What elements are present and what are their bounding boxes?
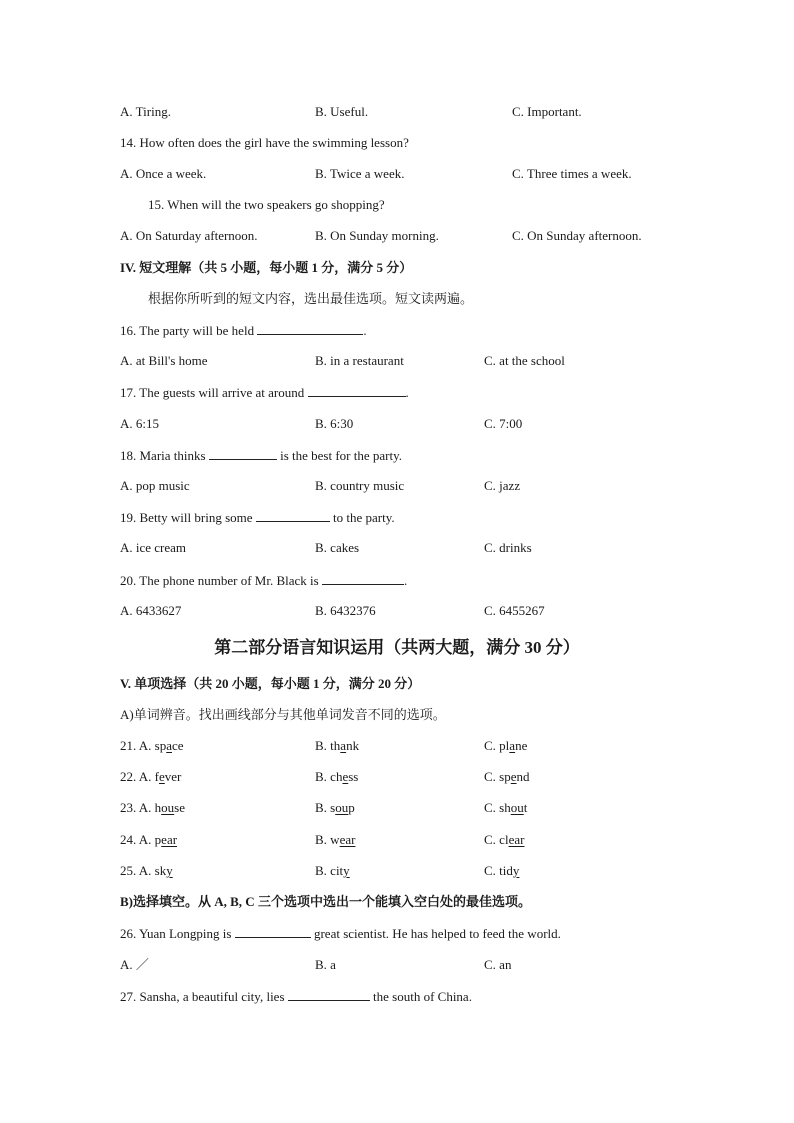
q22-option-c: C. spend <box>484 769 530 784</box>
q16-end: . <box>363 323 367 338</box>
q18-option-c: C. jazz <box>484 478 521 493</box>
q16-option-a: A. at Bill's home <box>120 353 208 368</box>
q26-option-c: C. an <box>484 957 512 972</box>
q20-option-a: A. 6433627 <box>120 603 182 618</box>
answer-blank <box>322 572 404 585</box>
q16-option-c: C. at the school <box>484 353 565 368</box>
q20-stem <box>120 572 407 589</box>
q26-stem <box>120 925 561 942</box>
q18-end: is the best for the party. <box>280 448 402 463</box>
section-4-heading: IV. 短文理解（共 5 小题，每小题 1 分，满分 5 分） <box>120 260 413 275</box>
q25-option-a: 25. A. sky <box>120 863 173 878</box>
q19-text: 19. Betty will bring some <box>120 510 253 525</box>
answer-blank <box>209 447 277 460</box>
q26-option-b: B. a <box>315 957 336 972</box>
section-5-sub-b: B)选择填空。从 A, B, C 三个选项中选出一个能填入空白处的最佳选项。 <box>120 894 531 909</box>
q22-option-a: 22. A. fever <box>120 769 182 784</box>
underlined-letters: y <box>166 863 173 878</box>
underlined-letters: y <box>512 863 520 878</box>
underlined-letters: ear <box>339 832 356 847</box>
q19-stem <box>120 509 395 526</box>
q20-text: 20. The phone number of Mr. Black is <box>120 573 319 588</box>
underlined-letters: a <box>340 738 347 753</box>
q23-option-c: C. shout <box>484 800 528 815</box>
underlined-letters: a <box>166 738 173 753</box>
q26-text: 26. Yuan Longping is <box>120 926 232 941</box>
q23-option-a: 23. A. house <box>120 800 186 815</box>
q18-text: 18. Maria thinks <box>120 448 206 463</box>
q20-option-b: B. 6432376 <box>315 603 376 618</box>
q17-option-b: B. 6:30 <box>315 416 354 431</box>
q24-option-c: C. clear <box>484 832 525 847</box>
section-4-instruction: 根据你所听到的短文内容，选出最佳选项。短文读两遍。 <box>148 291 474 306</box>
q19-end: to the party. <box>333 510 395 525</box>
underlined-letters: a <box>509 738 516 753</box>
q17-option-c: C. 7:00 <box>484 416 523 431</box>
q24-option-b: B. wear <box>315 832 356 847</box>
underlined-letters: e <box>159 769 165 784</box>
q23-option-b: B. soup <box>315 800 355 815</box>
q18-option-b: B. country music <box>315 478 405 493</box>
section-5-sub-a: A)单词辨音。找出画线部分与其他单词发音不同的选项。 <box>120 707 446 722</box>
q13-option-a: A. Tiring. <box>120 104 171 119</box>
q15-stem: 15. When will the two speakers go shopping? <box>148 197 385 212</box>
q17-option-a: A. 6:15 <box>120 416 159 431</box>
underlined-letters: ou <box>335 800 349 815</box>
q18-stem <box>120 447 402 464</box>
q27-stem <box>120 988 472 1005</box>
q25-option-c: C. tidy <box>484 863 520 878</box>
q20-option-c: C. 6455267 <box>484 603 545 618</box>
q14-stem: 14. How often does the girl have the swimming lesson? <box>120 135 409 150</box>
q27-end: the south of China. <box>373 989 472 1004</box>
answer-blank <box>256 509 330 522</box>
underlined-letters: ear <box>161 832 178 847</box>
answer-blank <box>288 988 370 1001</box>
q21-option-b: B. thank <box>315 738 360 753</box>
q24-option-a: 24. A. pear <box>120 832 178 847</box>
q20-end: . <box>403 573 408 588</box>
q25-option-b: B. city <box>315 863 350 878</box>
q16-text: 16. The party will be held <box>120 323 255 338</box>
q27-text: 27. Sansha, a beautiful city, lies <box>120 989 285 1004</box>
q16-stem <box>120 322 367 339</box>
q21-option-c: C. plane <box>484 738 528 753</box>
underlined-letters: y <box>343 863 350 878</box>
q17-stem <box>120 384 409 401</box>
q15-option-c: C. On Sunday afternoon. <box>512 228 642 243</box>
q26-option-a: A. ／ <box>120 957 149 972</box>
q21-option-a: 21. A. space <box>120 738 184 753</box>
q14-option-a: A. Once a week. <box>120 166 207 181</box>
answer-blank <box>257 322 363 335</box>
q14-option-c: C. Three times a week. <box>512 166 632 181</box>
q13-option-b: B. Useful. <box>315 104 369 119</box>
q13-option-c: C. Important. <box>512 104 582 119</box>
q16-option-b: B. in a restaurant <box>315 353 404 368</box>
q15-option-b: B. On Sunday morning. <box>315 228 439 243</box>
q17-end: . <box>405 385 409 400</box>
answer-blank <box>235 925 311 938</box>
q18-option-a: A. pop music <box>120 478 190 493</box>
q19-option-c: C. drinks <box>484 540 532 555</box>
q19-option-b: B. cakes <box>315 540 360 555</box>
part-2-title: 第二部分语言知识运用（共两大题，满分 30 分） <box>214 638 580 657</box>
q17-text: 17. The guests will arrive at around <box>120 385 305 400</box>
q19-option-a: A. ice cream <box>120 540 187 555</box>
q14-option-b: B. Twice a week. <box>315 166 405 181</box>
q15-option-a: A. On Saturday afternoon. <box>120 228 258 243</box>
underlined-letters: e <box>510 769 517 784</box>
q22-option-b: B. chess <box>315 769 359 784</box>
underlined-letters: ear <box>508 832 525 847</box>
section-5-heading: V. 单项选择（共 20 小题，每小题 1 分，满分 20 分） <box>120 676 421 691</box>
underlined-letters: e <box>342 769 349 784</box>
q26-end: great scientist. He has helped to feed the world. <box>313 926 561 941</box>
underlined-letters: ou <box>161 800 175 815</box>
answer-blank <box>308 384 406 397</box>
underlined-letters: ou <box>510 800 524 815</box>
